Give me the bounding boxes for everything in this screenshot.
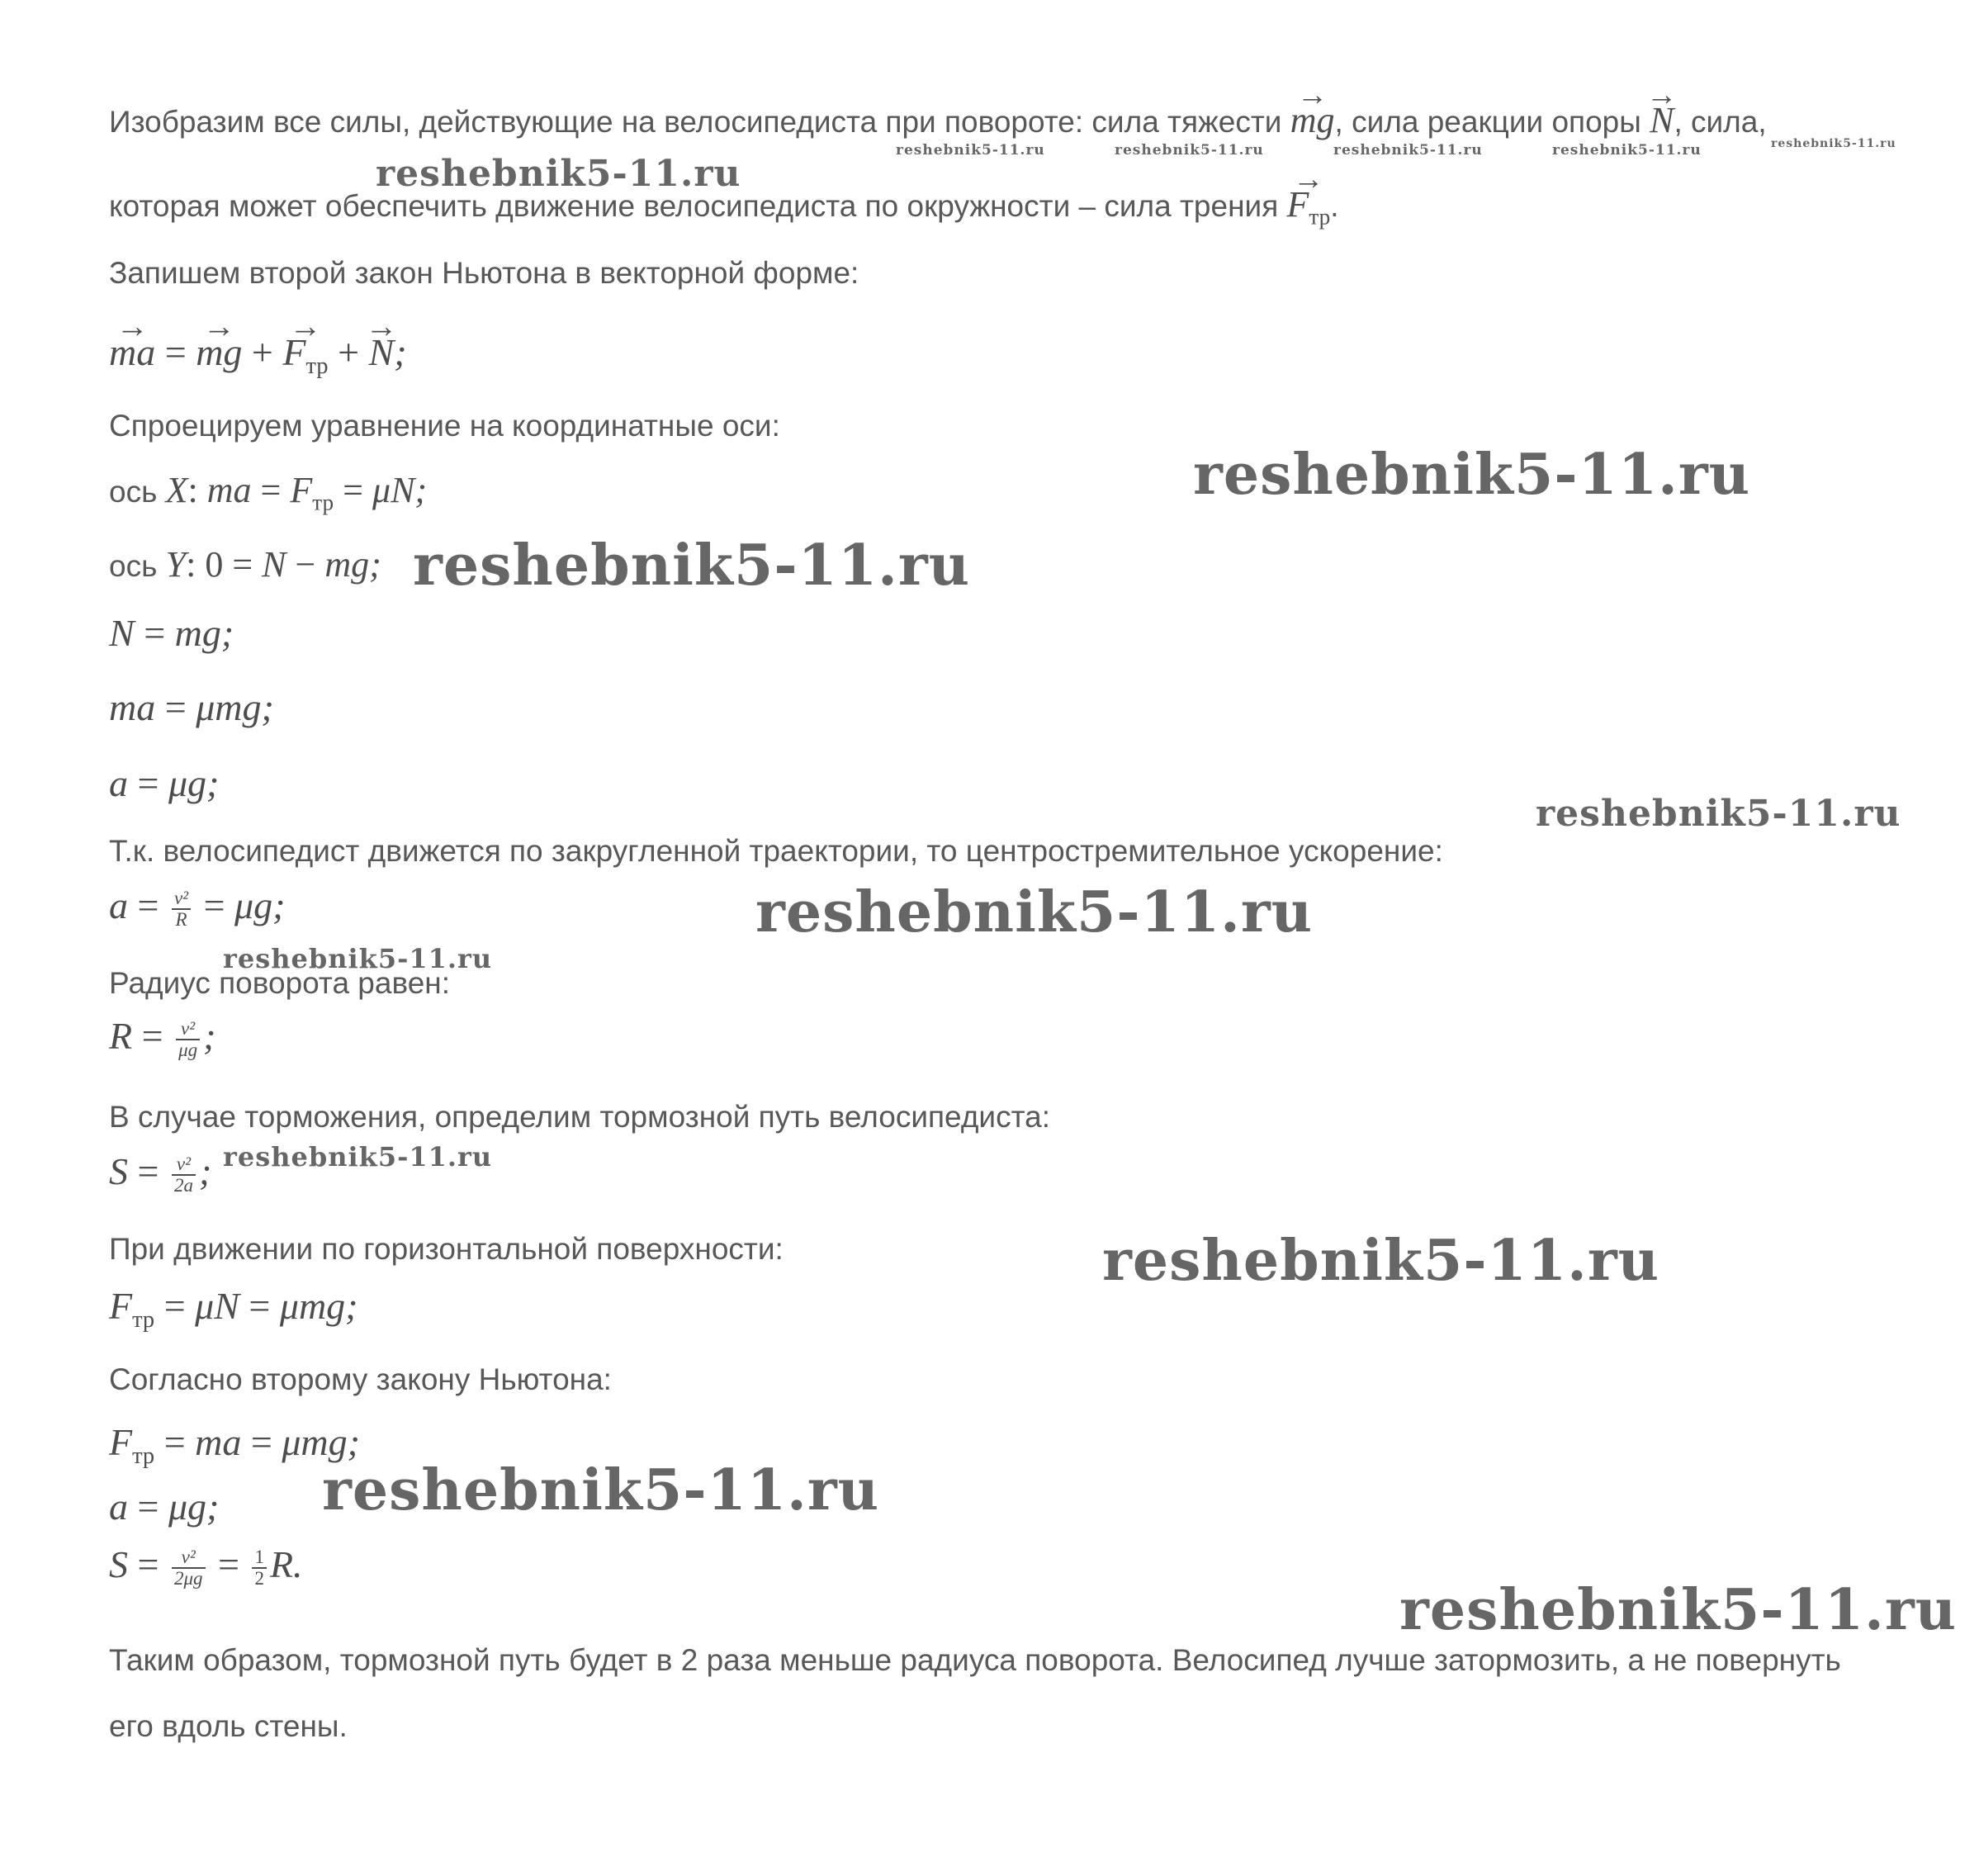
text-segment: , сила реакции опоры bbox=[1334, 105, 1641, 139]
text-segment: . bbox=[1330, 189, 1339, 223]
formula-friction: $F_{тр} = \mu N = \mu mg$; bbox=[109, 1285, 358, 1333]
watermark: reshebnik5-11.ru bbox=[322, 1457, 880, 1523]
watermark: reshebnik5-11.ru bbox=[413, 533, 971, 599]
watermark: reshebnik5-11.ru bbox=[1399, 1577, 1958, 1643]
newton-law-heading: Запишем второй закон Ньютона в векторной форме: bbox=[109, 256, 859, 290]
watermark: reshebnik5-11.ru bbox=[1552, 142, 1702, 159]
braking-heading: В случае торможения, определим тормозной путь велосипедиста: bbox=[109, 1100, 1050, 1134]
formula-a-mug: a = μg; bbox=[109, 762, 220, 804]
text-segment: ось bbox=[109, 475, 158, 509]
formula-centripetal: a = $\frac{\text{v²}}{R}$ = μg; bbox=[109, 884, 286, 931]
formula-ftr-vector: → $F_{тр}$ bbox=[1287, 184, 1331, 225]
text-segment: которая может обеспечить движение велосипедиста по окружности – сила трения bbox=[109, 189, 1279, 223]
conclusion-line-1: Таким образом, тормозной путь будет в 2 раза меньше радиуса поворота. Велосипед лучше затормозить, а не повернуть bbox=[109, 1643, 1841, 1677]
centripetal-heading: Т.к. велосипедист движется по закругленной траектории, то центростремительное ускорение: bbox=[109, 834, 1443, 868]
watermark: reshebnik5-11.ru bbox=[1193, 442, 1751, 508]
watermark: reshebnik5-11.ru bbox=[755, 879, 1314, 945]
radius-heading: Радиус поворота равен: bbox=[109, 966, 450, 1000]
formula-newton-vector: → ma = → mg + → $F_{тр}$ + → N; bbox=[109, 330, 407, 380]
text-segment: ось bbox=[109, 549, 158, 583]
watermark: reshebnik5-11.ru bbox=[376, 153, 741, 195]
formula-radius: R = $\frac{\text{v²}}{\mu g}$ ; bbox=[109, 1015, 216, 1061]
watermark: reshebnik5-11.ru bbox=[1333, 142, 1483, 159]
watermark: reshebnik5-11.ru bbox=[1115, 142, 1264, 159]
formula-ma-mumg: ma = μmg; bbox=[109, 686, 274, 728]
watermark: reshebnik5-11.ru bbox=[223, 1141, 493, 1172]
projection-heading: Спроецируем уравнение на координатные оси: bbox=[109, 409, 780, 443]
horizontal-surface-heading: При движении по горизонтальной поверхности: bbox=[109, 1232, 784, 1266]
watermark: reshebnik5-11.ru bbox=[223, 943, 493, 974]
formula-a-mug-2: a = μg; bbox=[109, 1485, 220, 1528]
formula-s-result: S = $\frac{\text{v²}}{2\mu g}$ = $\frac{1}{2}$ R. bbox=[109, 1543, 303, 1589]
formula-axis-y: ось Y: 0 = N − mg; bbox=[109, 544, 381, 585]
formula-braking-distance: S = $\frac{\text{v²}}{2a}$ ; bbox=[109, 1150, 212, 1196]
forces-description-line-1 bbox=[109, 99, 1767, 141]
formula-mg-vector: → mg bbox=[1290, 100, 1335, 140]
formula-friction-ma: $F_{тр}$ = ma = μmg; bbox=[109, 1421, 360, 1469]
formula-axis-x: ось X: ma = $F_{тр} = \mu N$; bbox=[109, 470, 428, 515]
watermark: reshebnik5-11.ru bbox=[896, 142, 1045, 159]
second-law-heading: Согласно второму закону Ньютона: bbox=[109, 1362, 612, 1396]
watermark: reshebnik5-11.ru bbox=[1102, 1228, 1660, 1294]
text-segment: Изобразим все силы, действующие на велосипедиста при повороте: сила тяжести bbox=[109, 105, 1282, 139]
formula-n-vector: → N bbox=[1650, 100, 1674, 140]
formula-n-equals-mg: N = mg; bbox=[109, 612, 234, 654]
conclusion-line-2: его вдоль стены. bbox=[109, 1709, 348, 1743]
text-segment: , сила, bbox=[1674, 105, 1767, 139]
watermark: reshebnik5-11.ru bbox=[1536, 793, 1901, 835]
watermark: reshebnik5-11.ru bbox=[1771, 137, 1896, 150]
